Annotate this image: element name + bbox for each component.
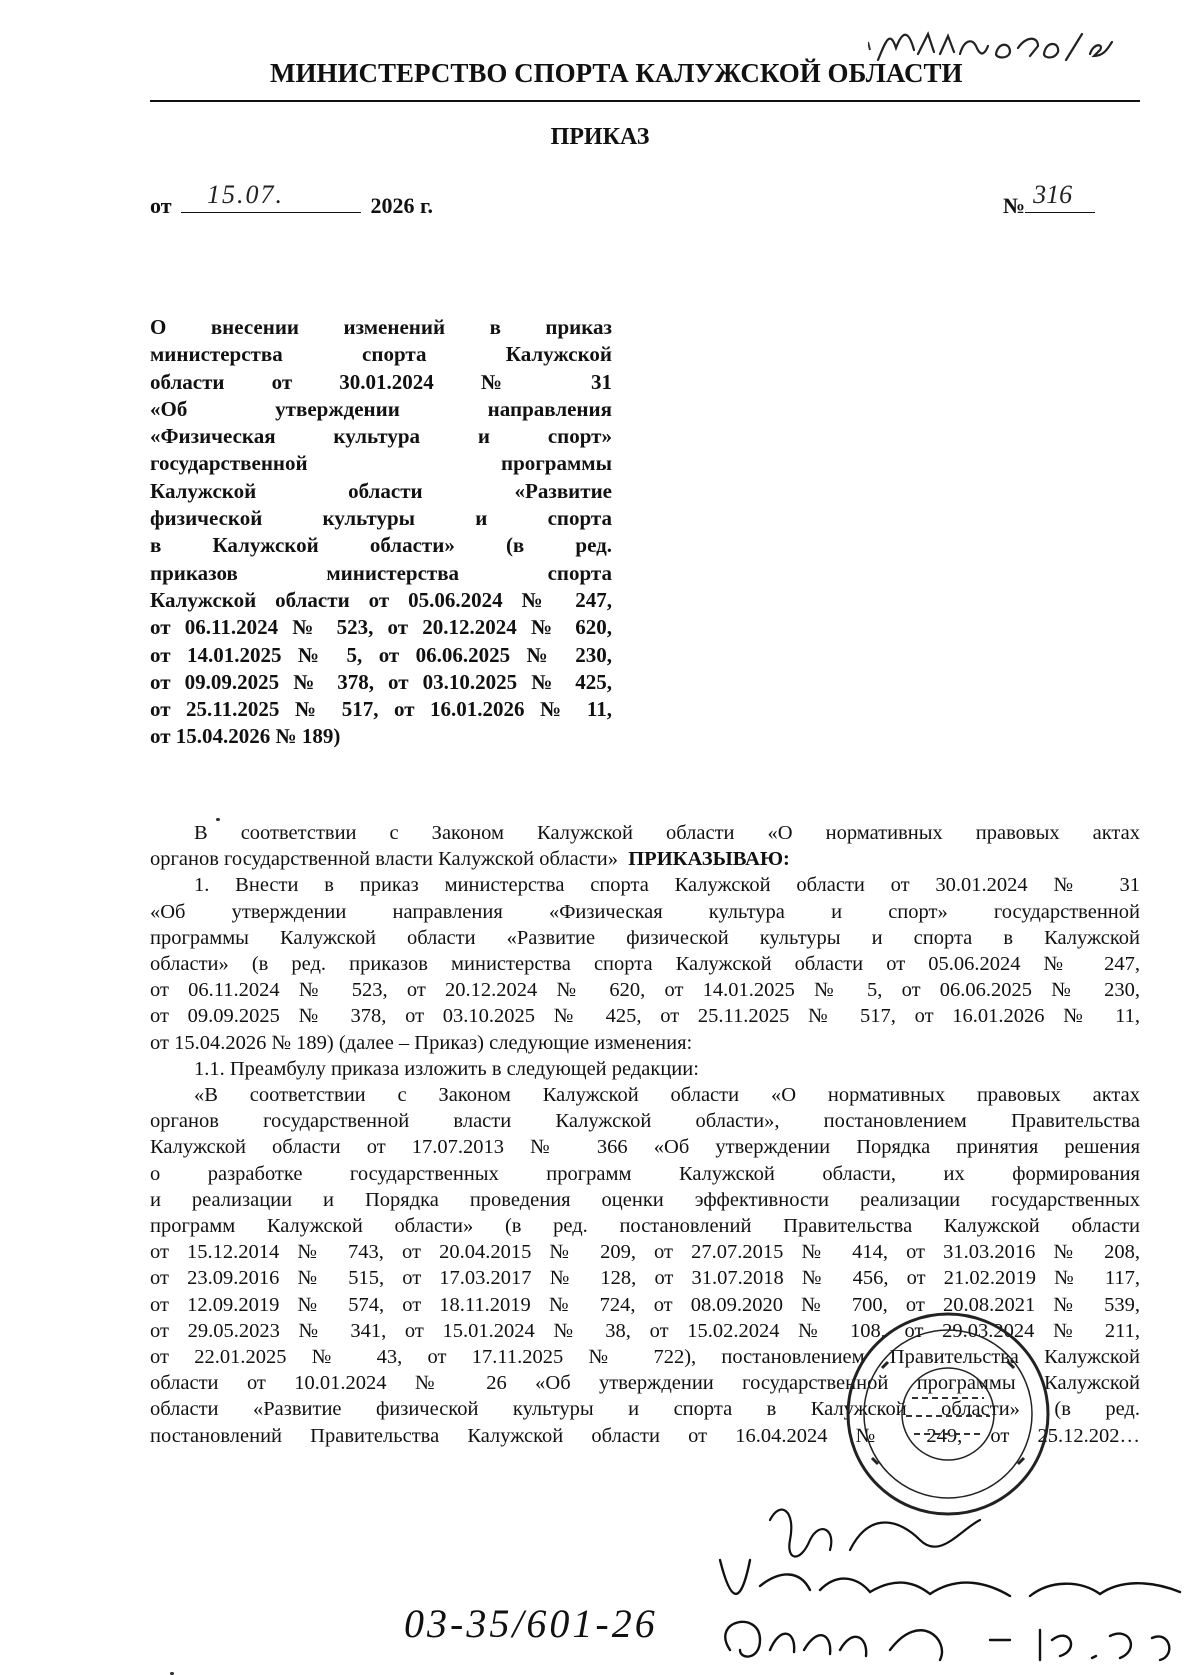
subject-line: «Физическая культура и спорт» bbox=[150, 424, 612, 449]
quote-line: от 22.01.2025 № 43, от 17.11.2025 № 722), постановлением Правительства Калужской bbox=[150, 1346, 1140, 1369]
registration-number: 03-35/601-26 bbox=[404, 1601, 658, 1646]
subject-line: области от 30.01.2024 № 31 bbox=[150, 369, 612, 394]
preamble-text: органов государственной власти Калужской области» bbox=[150, 848, 618, 871]
subject-line: «Об утверждении направления bbox=[150, 396, 612, 421]
subject-line: в Калужской области» (в ред. bbox=[150, 533, 612, 558]
quote-line: области «Развитие физической культуры и спорта в Калужской области» (в ред. bbox=[150, 1398, 1140, 1421]
subject-line: от 06.11.2024 № 523, от 20.12.2024 № 620, bbox=[150, 615, 612, 640]
official-stamp bbox=[842, 1308, 1054, 1520]
header-divider bbox=[150, 100, 1140, 102]
signature-scrawl bbox=[700, 1500, 1190, 1670]
quote-line: от 15.12.2014 № 743, от 20.04.2015 № 209, от 27.07.2015 № 414, от 31.03.2016 № 208, bbox=[150, 1241, 1140, 1264]
item-1-line: области» (в ред. приказов министерства спорта Калужской области от 05.06.2024 № 247, bbox=[150, 953, 1140, 976]
preamble-line: В соответствии с Законом Калужской области «О нормативных правовых актах bbox=[194, 822, 1140, 844]
quote-line: «В соответствии с Законом Калужской области «О нормативных правовых актах bbox=[194, 1084, 1140, 1107]
document-title: ПРИКАЗ bbox=[550, 124, 650, 150]
date-prefix: от bbox=[150, 193, 172, 218]
subject-line: от 09.09.2025 № 378, от 03.10.2025 № 425, bbox=[150, 669, 612, 694]
order-number bbox=[1003, 180, 1095, 219]
quote-line: от 23.09.2016 № 515, от 17.03.2017 № 128, от 31.07.2018 № 456, от 21.02.2019 № 117, bbox=[150, 1267, 1140, 1290]
quote-line: программ Калужской области» (в ред. постановлений Правительства Калужской области bbox=[150, 1215, 1140, 1238]
subject-line: государственной программы bbox=[150, 451, 612, 476]
subject-line: Калужской области от 05.06.2024 № 247, bbox=[150, 587, 612, 612]
item-1-1-line: 1.1. Преамбулу приказа изложить в следующей редакции: bbox=[194, 1057, 699, 1080]
item-1-line: программы Калужской области «Развитие физической культуры и спорта в Калужской bbox=[150, 926, 1140, 949]
item-1-line: «Об утверждении направления «Физическая культура и спорт» государственной bbox=[150, 900, 1140, 923]
order-directive: ПРИКАЗЫВАЮ: bbox=[628, 848, 790, 871]
date-field bbox=[181, 180, 361, 213]
ministry-name: МИНИСТЕРСТВО СПОРТА КАЛУЖСКОЙ ОБЛАСТИ bbox=[270, 58, 963, 88]
preamble-line bbox=[150, 846, 1140, 872]
item-1-line: от 15.04.2026 № 189) (далее – Приказ) следующие изменения: bbox=[150, 1031, 693, 1054]
date-year: 2026 г. bbox=[370, 193, 434, 218]
number-prefix: № bbox=[1003, 193, 1026, 218]
number-field bbox=[1025, 180, 1095, 213]
subject-line: О внесении изменений в приказ bbox=[150, 315, 612, 339]
order-subject bbox=[150, 314, 612, 751]
subject-line: министерства спорта Калужской bbox=[150, 342, 612, 367]
quote-line: от 12.09.2019 № 574, от 18.11.2019 № 724, от 08.09.2020 № 700, от 20.08.2021 № 539, bbox=[150, 1293, 1140, 1316]
item-1-line: от 09.09.2025 № 378, от 03.10.2025 № 425, от 25.11.2025 № 517, от 16.01.2026 № 11, bbox=[150, 1005, 1140, 1028]
subject-line: физической культуры и спорта bbox=[150, 506, 612, 531]
quote-line: постановлений Правительства Калужской области от 16.04.2024 № 249, от 25.12.202… bbox=[150, 1424, 1140, 1447]
item-1-line: от 06.11.2024 № 523, от 20.12.2024 № 620, от 14.01.2025 № 5, от 06.06.2025 № 230, bbox=[150, 979, 1140, 1002]
order-date bbox=[150, 180, 434, 219]
quote-line: и реализации и Порядка проведения оценки эффективности реализации государственных bbox=[150, 1188, 1140, 1211]
quote-line: от 29.05.2023 № 341, от 15.01.2024 № 38, от 15.02.2024 № 108, от 29.03.2024 № 211, bbox=[150, 1319, 1140, 1342]
subject-line: приказов министерства спорта bbox=[150, 560, 612, 585]
quote-line: области от 10.01.2024 № 26 «Об утверждении государственной программы Калужской bbox=[150, 1372, 1140, 1395]
subject-line: от 15.04.2026 № 189) bbox=[150, 724, 341, 749]
number-handwritten: 316 bbox=[1033, 180, 1073, 209]
subject-line: Калужской области «Развитие bbox=[150, 478, 612, 503]
subject-line: от 25.11.2025 № 517, от 16.01.2026 № 11, bbox=[150, 697, 612, 722]
quote-line: органов государственной власти Калужской области», постановлением Правительства bbox=[150, 1110, 1140, 1133]
date-handwritten: 15.07. bbox=[207, 180, 285, 209]
quote-line: Калужской области от 17.07.2013 № 366 «Об утверждении Порядка принятия решения bbox=[150, 1136, 1140, 1159]
subject-line: от 14.01.2025 № 5, от 06.06.2025 № 230, bbox=[150, 642, 612, 667]
item-1-line: 1. Внести в приказ министерства спорта Калужской области от 30.01.2024 № 31 bbox=[194, 874, 1140, 897]
quote-line: о разработке государственных программ Калужской области, их формирования bbox=[150, 1162, 1140, 1185]
